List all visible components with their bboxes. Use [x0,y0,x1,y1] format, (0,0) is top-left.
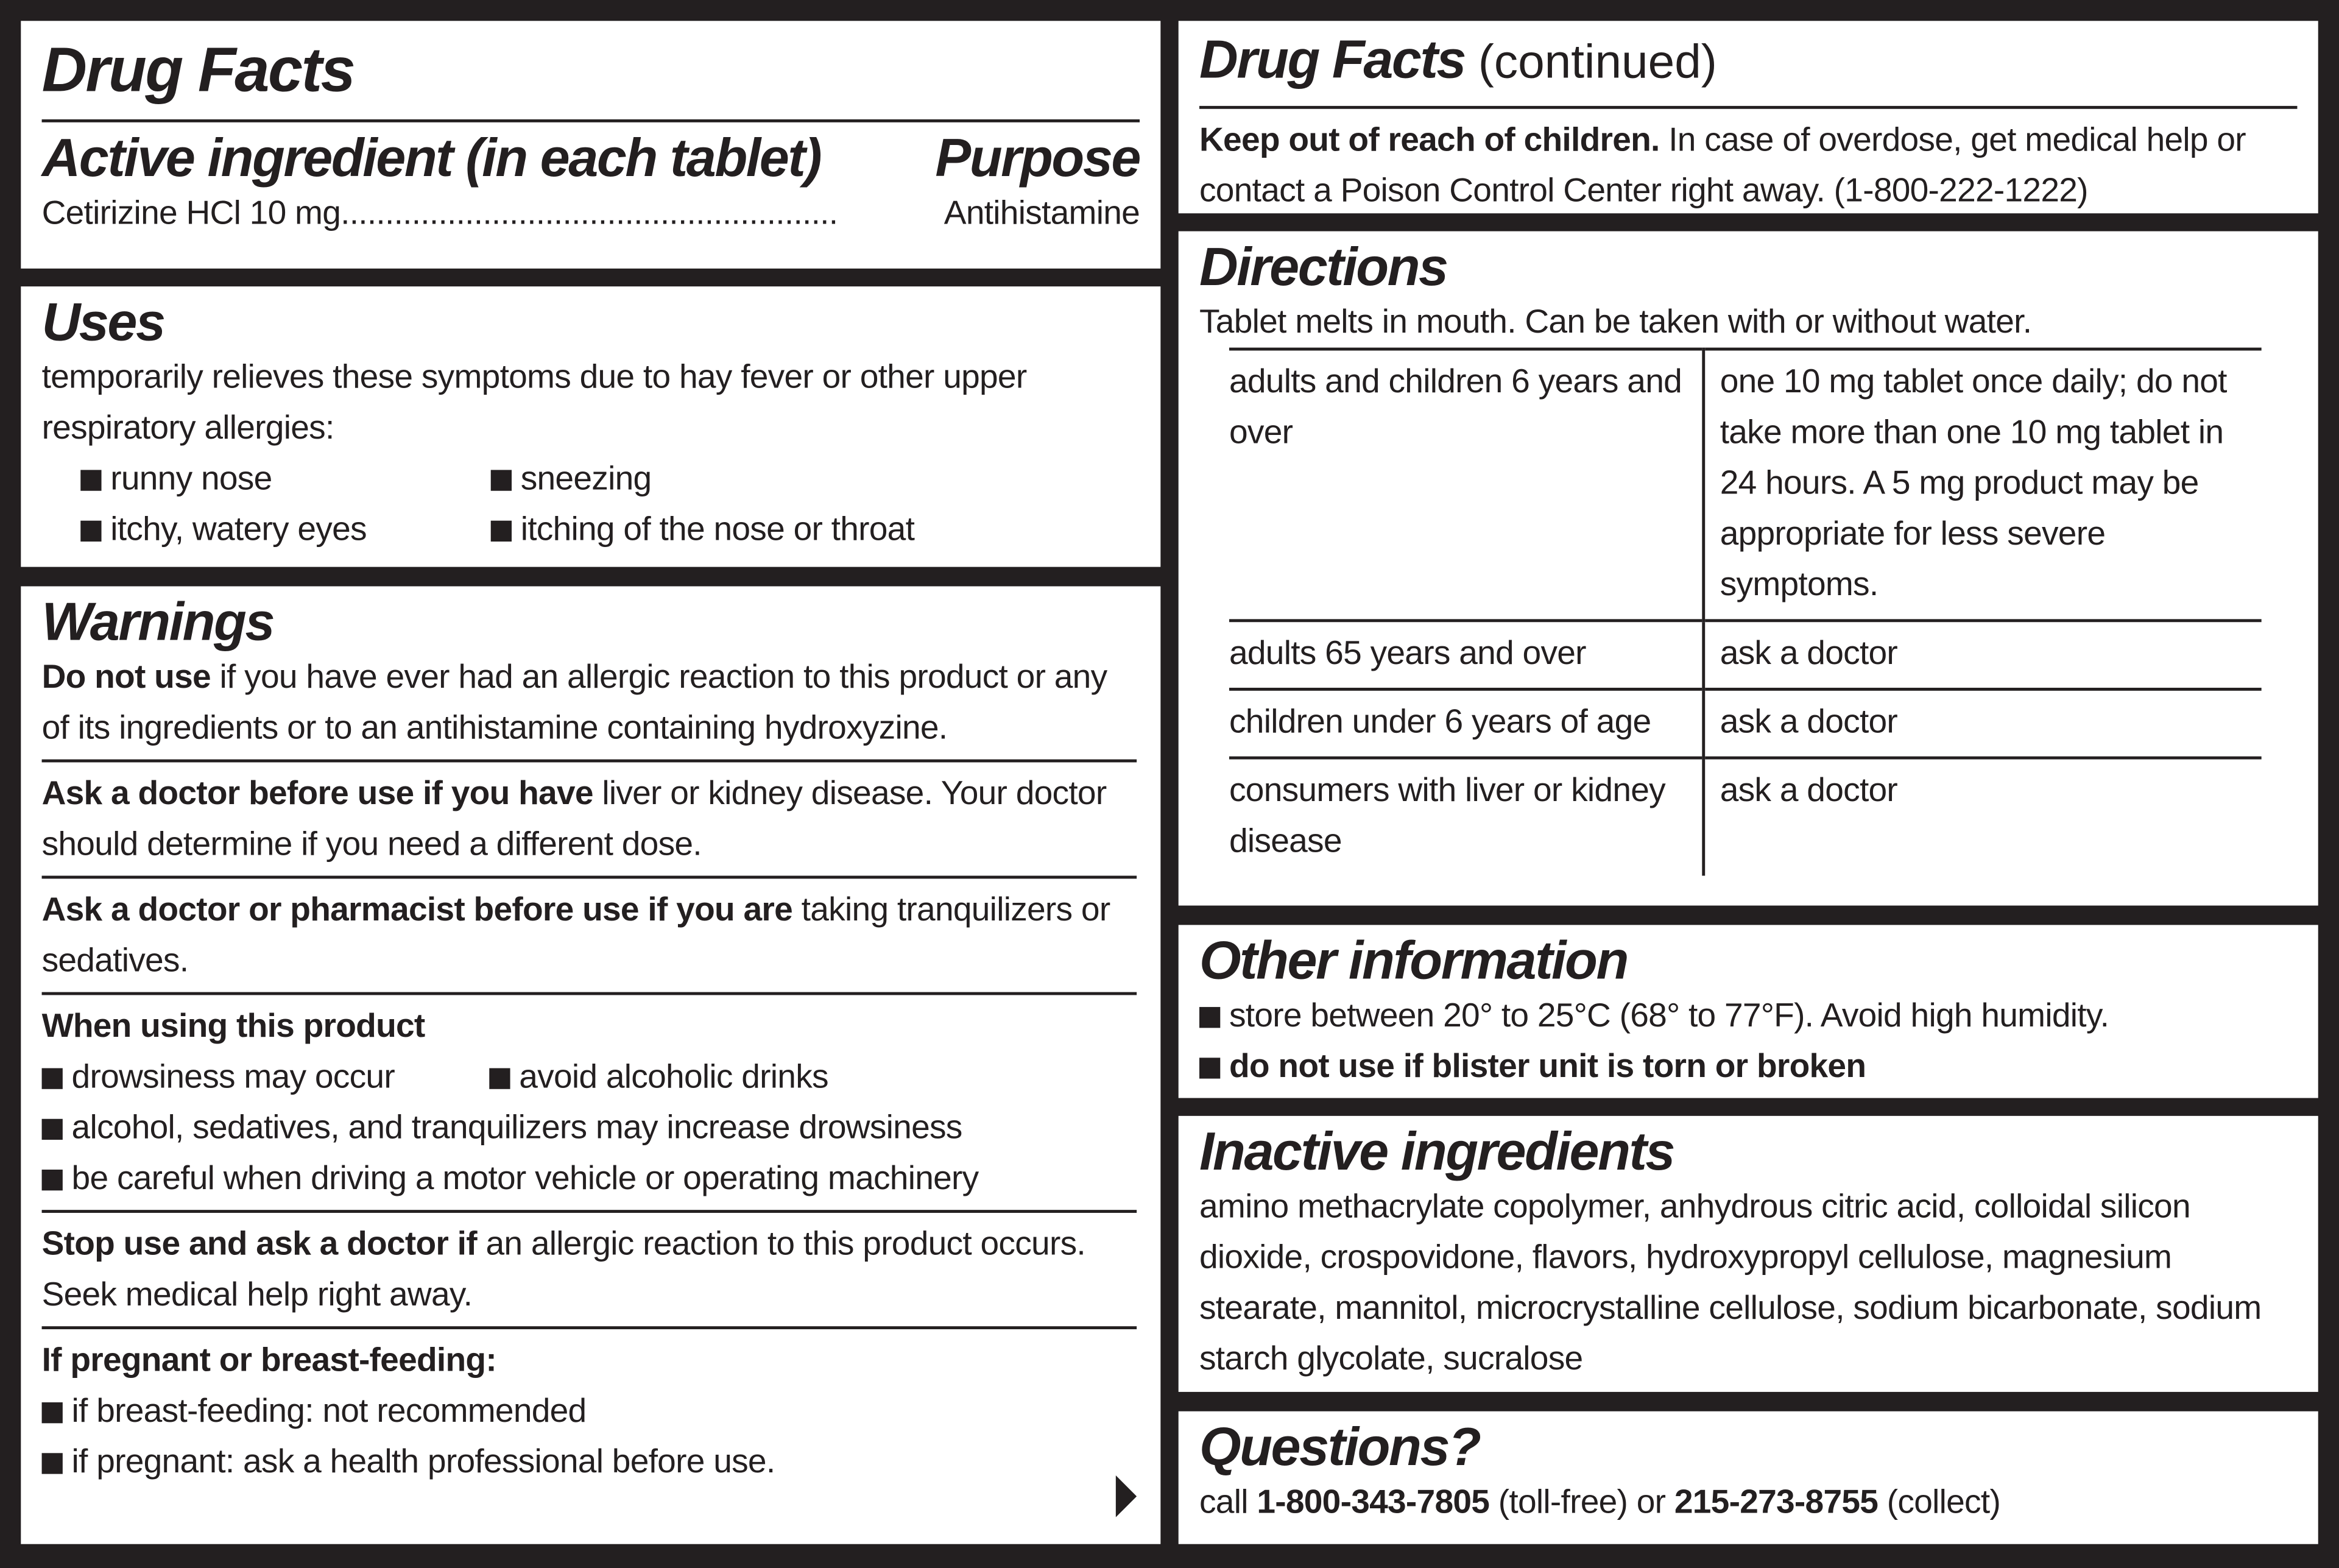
continue-arrow-icon [1116,1475,1137,1517]
text [42,1335,1137,1386]
table-row [1229,689,2262,758]
text: be careful when driving a motor vehicle or operating machinery [71,1159,979,1197]
bullet-square-icon [42,1402,63,1423]
bullet-square-icon [80,470,101,490]
text: ask a doctor [1704,621,2262,690]
text: if you have ever had an allergic reaction to this product or any of its ingredients or to an antihistamine containing hydroxyzine. [41,658,1107,746]
table-row [1229,758,2262,875]
text: ask a doctor [1704,758,2262,875]
leader-dots: ........................................................ [340,194,838,231]
questions-heading: Questions? [1199,1416,1480,1477]
text: children under 6 years of age [1229,702,1651,740]
text: adults 65 years and over [1229,634,1586,672]
when-using-item [489,1052,1137,1103]
text: Keep out of reach of children. [1199,121,1660,158]
stop-use [42,1219,1137,1321]
text: (collect) [1878,1483,2001,1520]
directions-text: Tablet melts in mouth. Can be taken with or without water. [1199,303,2032,341]
purpose-heading: Purpose [935,127,1140,188]
other-info-panel [1179,925,2318,1098]
text: drowsiness may occur [71,1058,395,1095]
divider [42,760,1137,763]
drug-facts-title: Drug Facts [41,34,355,105]
text [42,129,1140,188]
bullet-square-icon [80,521,101,542]
text: store between 20° to 25°C (68° to 77°F). Avoid high humidity. [1229,996,2109,1034]
text [42,1052,1137,1103]
inactive-text: amino methacrylate copolymer, anhydrous citric acid, colloidal silicon dioxide, crospovidone, flavors, hydroxypropyl cellulose, magnesium stearate, mannitol, microcrystalline cellulose, sodium bicarbonate, sodium starch glycolate, sucralose [1199,1187,2262,1377]
questions-text [1199,1477,2297,1528]
directions-panel [1179,231,2318,906]
use-item [80,504,490,555]
bullet-square-icon [489,1068,510,1089]
bullet-square-icon [42,1068,63,1089]
text: Ask a doctor or pharmacist before use if you are [41,891,793,928]
do-not-use [42,652,1137,754]
use-item [80,453,490,504]
bullet-square-icon [42,1170,63,1190]
text: if pregnant: ask a health professional before use. [71,1443,775,1480]
text: consumers with liver or kidney disease [1229,771,1665,860]
divider [42,1210,1137,1213]
text: an allergic reaction to this product occurs. Seek medical help right away. [41,1224,1085,1313]
text: (toll-free) or [1489,1483,1674,1520]
text [1229,349,2262,875]
other-info-heading: Other information [1199,929,1628,991]
text: do not use if blister unit is torn or broken [1229,1047,1866,1085]
when-using-item [42,1052,490,1103]
purpose: Antihistamine [944,194,1140,231]
text [42,1001,1137,1051]
warnings-heading: Warnings [41,590,274,652]
directions-heading: Directions [1199,235,1447,297]
uses-panel [21,286,1160,567]
table-row [1229,621,2262,690]
text: alcohol, sedatives, and tranquilizers may increase drowsiness [71,1108,962,1146]
text: ask a doctor [1704,689,2262,758]
text: call [1199,1483,1257,1520]
inactive-heading: Inactive ingredients [1199,1120,1674,1182]
questions-panel [1179,1411,2318,1544]
divider [1199,106,2297,109]
divider [42,992,1137,995]
when-using-item [42,1153,1137,1204]
table-row [1229,349,2262,621]
phone-toll-free: 1-800-343-7805 [1257,1483,1490,1520]
warnings-panel [21,586,1160,1544]
text: one 10 mg tablet once daily; do not take more than one 10 mg tablet in 24 hours. A 5 mg product may be appropriate for less severe symptoms. [1704,349,2262,621]
ask-pharmacist [42,885,1137,986]
text [1199,27,2297,106]
bullet-square-icon [491,521,512,542]
phone-collect: 215-273-8755 [1674,1483,1879,1520]
directions-table [1229,348,2262,876]
use-item [491,504,1140,555]
text: Ask a doctor before use if you have [41,774,593,812]
text: Do not use [41,658,211,696]
when-using-item [42,1103,1137,1153]
pregnant-item [42,1386,1137,1436]
other-info-item [1199,1041,2297,1092]
bullet-square-icon [1199,1058,1220,1078]
divider [42,1326,1137,1329]
text: itchy, watery eyes [110,510,367,548]
pregnant-heading: If pregnant or breast-feeding: [41,1341,496,1379]
bullet-square-icon [42,1119,63,1140]
drug-facts-continued-title: Drug Facts [1199,28,1466,90]
text: if breast-feeding: not recommended [71,1391,587,1430]
other-info-item [1199,991,2297,1041]
pregnant-item [42,1436,1137,1487]
text: liver or kidney disease. Your doctor should determine if you need a different dose. [41,774,1107,863]
inactive-ingredients-panel [1179,1116,2318,1392]
text: adults and children 6 years and over [1229,362,1682,451]
bullet-square-icon [1199,1007,1220,1028]
text: sneezing [520,459,652,497]
use-item [491,453,1140,504]
text [42,453,1140,555]
text: taking tranquilizers or sedatives. [41,891,1110,979]
ingredient: Cetirizine HCl 10 mg [41,194,341,231]
active-ingredient-panel [21,21,1160,269]
text: runny nose [110,459,272,497]
when-using-heading: When using this product [41,1007,425,1045]
text [42,188,1140,239]
ask-doctor [42,768,1137,870]
keep-out-panel [1179,21,2318,213]
bullet-square-icon [42,1453,63,1474]
active-ingredient-heading: Active ingredient (in each tablet) [41,127,821,188]
divider [42,876,1137,879]
keep-out-text [1199,115,2297,217]
continued-label: (continued) [1465,34,1717,88]
uses-heading: Uses [41,291,164,352]
text: Stop use and ask a doctor if [41,1224,477,1262]
text: avoid alcoholic drinks [519,1058,828,1095]
divider [42,119,1140,122]
bullet-square-icon [491,470,512,490]
uses-text: temporarily relieves these symptoms due to hay fever or other upper respiratory allergies: [41,358,1027,447]
text: In case of overdose, get medical help or contact a Poison Control Center right away. (1-800-222-1222) [1199,121,2246,209]
text: itching of the nose or throat [520,510,915,548]
